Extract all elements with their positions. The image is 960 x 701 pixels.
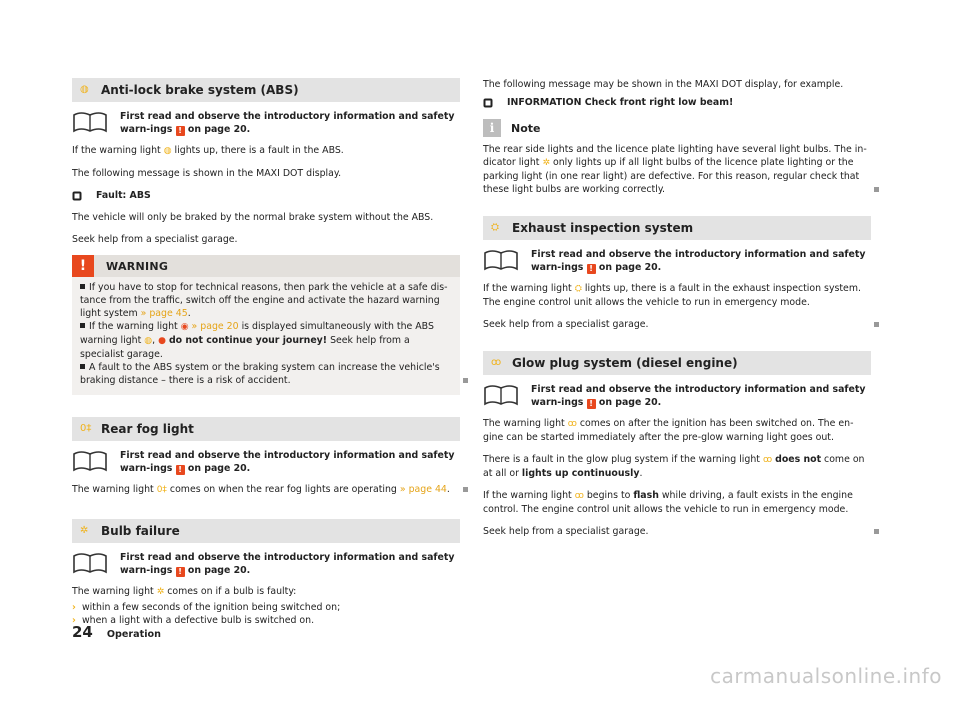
warning-body	[72, 281, 460, 387]
section-header-abs	[72, 78, 460, 102]
open-book-icon	[72, 450, 108, 472]
warning-exclamation-icon: !	[72, 255, 94, 277]
right-column	[483, 78, 871, 547]
warning-header: ! WARNING	[72, 255, 460, 277]
engine-check-icon: ⛭	[574, 284, 582, 294]
glow-plug-icon: ꝏ	[762, 455, 773, 465]
section-title-abs: Anti-lock brake system (ABS)	[101, 82, 299, 97]
section-header-bulb: ✲ Bulb failure	[72, 519, 460, 543]
bulb-failure-list	[72, 601, 460, 627]
chevron-right-icon: ›	[72, 615, 76, 626]
fog-paragraph-1: The warning light 0‡ comes on when the rear fog lights are operating » page 44.	[72, 483, 460, 497]
list-item: › within a few seconds of the ignition being switched on;	[72, 602, 341, 613]
bulb-failure-icon: ✲	[80, 525, 89, 536]
first-read-text: First read and observe the introductory information and safety warn-ings ! on page 20.	[531, 249, 866, 273]
maxidot-message-bulb: INFORMATION Check front right low beam!	[483, 96, 871, 109]
first-read-bulb	[72, 551, 460, 577]
abs-warning-light-icon: ◍	[80, 84, 89, 95]
square-bullet-icon	[80, 284, 85, 289]
left-column	[72, 78, 460, 627]
abs-paragraph-2: The following message is shown in the MAXI DOT display.	[72, 168, 342, 179]
open-book-icon	[483, 249, 519, 271]
page-link-44[interactable]: » page 44	[399, 484, 447, 495]
section-end-mark	[874, 529, 879, 534]
exclamation-icon: !	[176, 567, 185, 577]
warning-bullet-2: If the warning light ◉ » page 20 is displayed simultaneously with the ABS warning light ◍, ● do not continue your journey! Seek help from a specialist garage.	[80, 321, 434, 360]
bulb-failure-icon: ✲	[156, 587, 165, 597]
glow-plug-icon: ꝏ	[574, 491, 584, 501]
section-header-fog: 0‡ Rear fog light	[72, 417, 460, 441]
section-end-mark	[874, 322, 879, 327]
section-end-mark	[463, 487, 468, 492]
page-footer	[72, 623, 161, 641]
page-number: 24	[72, 623, 93, 641]
maxidot-display-icon	[72, 191, 82, 201]
section-header-exhaust: ⛭ Exhaust inspection system	[483, 216, 871, 240]
page-link-45[interactable]: » page 45	[140, 308, 188, 319]
first-read-glow	[483, 383, 871, 409]
bulb-paragraph-1: The warning light ✲ comes on if a bulb is faulty:	[72, 586, 297, 597]
exclamation-icon: !	[587, 399, 596, 409]
open-book-icon	[72, 552, 108, 574]
page-link-20[interactable]: » page 20	[191, 321, 239, 332]
note-text: The rear side lights and the licence plate lighting have several light bulbs. The in-dicator light ✲ only lights up if all light bulbs of the licence plate lighting or the parking light (in one rear light) are defective. For this reason, regular check that these light bulbs are working correctly.	[483, 143, 871, 196]
exclamation-icon: !	[176, 126, 185, 136]
warning-box	[72, 255, 460, 395]
bulb-failure-icon: ✲	[542, 158, 551, 168]
watermark: carmanualsonline.info	[710, 664, 942, 688]
first-read-text: First read and observe the introductory information and safety warn-ings ! on page 20.	[531, 384, 866, 408]
maxidot-message-abs: Fault: ABS	[72, 189, 460, 202]
first-read-abs	[72, 110, 460, 136]
exclamation-icon: !	[176, 465, 185, 475]
first-read-fog	[72, 449, 460, 475]
first-read-text: First read and observe the introductory information and safety warn-ings ! on page 20.	[120, 552, 455, 576]
chevron-right-icon: ›	[72, 602, 76, 613]
section-header-glow: ꝏ Glow plug system (diesel engine)	[483, 351, 871, 375]
glow-plug-icon: ꝏ	[567, 419, 577, 429]
chapter-name: Operation	[106, 629, 161, 640]
glow-paragraph-3: If the warning light ꝏ begins to flash while driving, a fault exists in the engine control. The engine control unit allows the vehicle to run in emergency mode.	[483, 490, 853, 515]
open-book-icon	[483, 384, 519, 406]
exclamation-icon: !	[587, 264, 596, 274]
maxidot-intro: The following message may be shown in the MAXI DOT display, for example.	[483, 79, 844, 90]
exhaust-paragraph-2: Seek help from a specialist garage.	[483, 318, 871, 331]
glow-plug-icon: ꝏ	[491, 357, 502, 368]
rear-fog-light-icon: 0‡	[156, 485, 167, 495]
warning-bullet-3: A fault to the ABS system or the braking system can increase the vehicle's braking distance – there is a risk of accident.	[80, 362, 440, 386]
info-icon: i	[483, 119, 501, 137]
maxidot-display-icon	[483, 98, 493, 108]
abs-paragraph-1: If the warning light ◍ lights up, there is a fault in the ABS.	[72, 145, 344, 156]
brake-warning-light-icon: ●	[158, 336, 166, 346]
glow-paragraph-2: There is a fault in the glow plug system if the warning light ꝏ does not come on at all or lights up continuously.	[483, 454, 865, 479]
glow-paragraph-4: Seek help from a specialist garage.	[483, 525, 871, 538]
abs-warning-light-icon: ◍	[144, 336, 153, 346]
first-read-text: First read and observe the introductory information and safety warn-ings ! on page 20.	[120, 111, 455, 135]
abs-warning-light-icon: ◍	[163, 146, 172, 156]
exhaust-paragraph-1: If the warning light ⛭ lights up, there is a fault in the exhaust inspection system. The engine control unit allows the vehicle to run in emergency mode.	[483, 283, 861, 308]
warning-bullet-1: If you have to stop for technical reasons, then park the vehicle at a safe dis-tance from the traffic, switch off the engine and activate the hazard warning light system » page 45.	[80, 282, 448, 319]
section-end-mark	[874, 187, 879, 192]
abs-paragraph-3: The vehicle will only be braked by the normal brake system without the ABS.	[72, 212, 434, 223]
glow-paragraph-1: The warning light ꝏ comes on after the ignition has been switched on. The en-gine can be started immediately after the pre-glow warning light goes out.	[483, 418, 854, 443]
section-end-mark	[463, 378, 468, 383]
open-book-icon	[72, 111, 108, 133]
first-read-text: First read and observe the introductory information and safety warn-ings ! on page 20.	[120, 450, 455, 474]
engine-check-icon: ⛭	[491, 222, 499, 233]
abs-paragraph-4: Seek help from a specialist garage.	[72, 234, 238, 245]
first-read-exhaust	[483, 248, 871, 274]
brake-warning-light-icon: ◉	[180, 322, 189, 332]
square-bullet-icon	[80, 364, 85, 369]
list-item: › when a light with a defective bulb is switched on.	[72, 615, 315, 626]
rear-fog-light-icon: 0‡	[80, 423, 92, 434]
square-bullet-icon	[80, 323, 85, 328]
note-header: i Note	[483, 119, 871, 137]
